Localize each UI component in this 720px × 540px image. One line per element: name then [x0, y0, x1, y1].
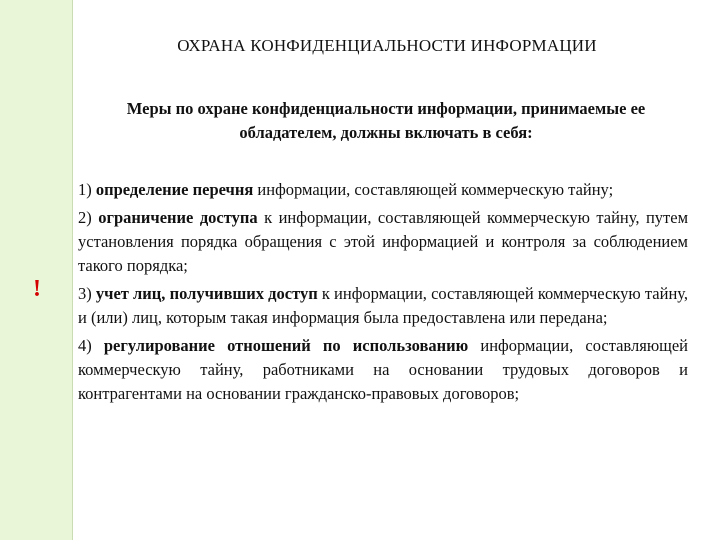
list-item-bold: регулирование отношений по использованию [103, 336, 469, 355]
list-item-3 [78, 282, 688, 330]
intro-text: Меры по охране конфиденциальности информации, принимаемые ее обладателем, должны включать в себя: [126, 99, 646, 142]
exclamation-icon: ! [33, 276, 41, 302]
list-item-number: 1) [78, 180, 92, 199]
list-item-text: информации, составляющей коммерческую тайну; [253, 180, 614, 199]
list-item-bold: определение перечня [95, 180, 254, 199]
list-item-text: информации, составляющей коммерческую тайну, работниками на основании трудовых договоров и контрагентами на основании гражданско-правовых договоров; [78, 336, 689, 403]
measures-list [78, 178, 688, 410]
list-item-2 [78, 206, 688, 278]
list-item-4 [78, 334, 688, 406]
list-item-text: к информации, составляющей коммерческую тайну, путем установления порядка обращения с этой информацией и контроля за соблюдением такого порядка; [78, 208, 689, 275]
page-title: ОХРАНА КОНФИДЕНЦИАЛЬНОСТИ ИНФОРМАЦИИ [177, 36, 597, 55]
list-item-number: 2) [78, 208, 92, 227]
list-item-bold: учет лиц, получивших доступ [95, 284, 318, 303]
list-item-number: 4) [78, 336, 92, 355]
list-item-bold: ограничение доступа [98, 208, 258, 227]
list-item-number: 3) [78, 284, 92, 303]
side-strip [0, 0, 73, 540]
list-item-text: к информации, составляющей коммерческую тайну, и (или) лиц, которым такая информация была предоставлена или передана; [78, 284, 688, 327]
list-item-1 [78, 178, 688, 202]
